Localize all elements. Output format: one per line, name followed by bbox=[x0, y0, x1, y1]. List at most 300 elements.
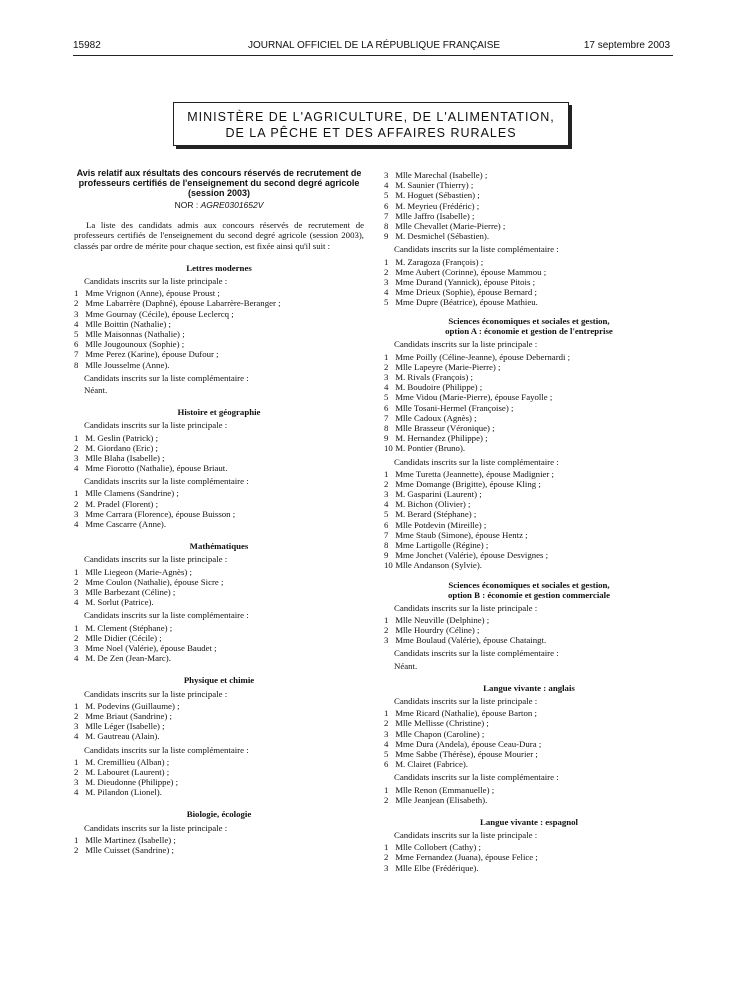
candidate-entry bbox=[384, 352, 674, 362]
issue-date: 17 septembre 2003 bbox=[583, 40, 670, 51]
candidate-name: Mme Drieux (Sophie), épouse Bernard ; bbox=[395, 287, 537, 298]
rank-number: 4 bbox=[74, 597, 79, 608]
rank-number: 3 bbox=[74, 308, 79, 319]
candidate-entry bbox=[74, 360, 364, 370]
candidate-name: Mlle Maisonnas (Nathalie) ; bbox=[85, 328, 185, 339]
candidate-name: Mme Fernandez (Juana), épouse Felice ; bbox=[395, 852, 538, 863]
candidate-entry bbox=[74, 633, 364, 643]
candidate-entry bbox=[74, 329, 364, 339]
candidate-name: Mlle Chevallet (Marie-Pierre) ; bbox=[395, 220, 506, 231]
rank-number: 3 bbox=[74, 587, 79, 598]
candidate-entry bbox=[74, 711, 364, 721]
candidate-name: Mme Vrignon (Anne), épouse Proust ; bbox=[85, 288, 220, 299]
candidate-name: Mme Labarrère (Daphné), épouse Labarrère-Beranger ; bbox=[85, 298, 281, 309]
candidate-entry bbox=[384, 520, 674, 530]
rank-number: 2 bbox=[74, 766, 79, 777]
rank-number: 4 bbox=[384, 287, 389, 298]
rank-number: 8 bbox=[74, 359, 79, 370]
rank-number: 8 bbox=[384, 220, 389, 231]
candidate-name: M. Berard (Stéphane) ; bbox=[395, 509, 477, 520]
candidate-name: Mlle Jougounoux (Sophie) ; bbox=[85, 339, 185, 350]
candidate-name: Mlle Mellisse (Christine) ; bbox=[395, 718, 489, 729]
rank-number: 1 bbox=[384, 784, 389, 795]
rank-number: 8 bbox=[384, 540, 389, 551]
rank-number: 3 bbox=[384, 728, 389, 739]
journal-title: JOURNAL OFFICIEL DE LA RÉPUBLIQUE FRANÇAISE bbox=[247, 40, 501, 51]
candidate-entry bbox=[384, 170, 674, 180]
rank-number: 1 bbox=[74, 622, 79, 633]
candidate-list bbox=[74, 623, 364, 664]
candidate-name: Mme Coulon (Nathalie), épouse Sicre ; bbox=[85, 576, 224, 587]
candidate-entry bbox=[384, 540, 674, 550]
candidate-entry bbox=[384, 615, 674, 625]
candidate-name: M. Podevins (Guillaume) ; bbox=[85, 700, 180, 711]
section-title: Langue vivante : espagnol bbox=[480, 816, 578, 827]
list-heading: Candidats inscrits sur la liste principale : bbox=[84, 420, 228, 431]
candidate-name: M. Rivals (François) ; bbox=[395, 372, 473, 383]
candidate-name: M. Pontier (Bruno). bbox=[395, 443, 466, 454]
candidate-entry bbox=[384, 708, 674, 718]
rank-number: 1 bbox=[74, 488, 79, 499]
candidate-entry bbox=[384, 287, 674, 297]
section-title: Physique et chimie bbox=[183, 675, 255, 686]
list-heading: Candidats inscrits sur la liste complémentaire : bbox=[394, 772, 559, 783]
rank-number: 1 bbox=[384, 614, 389, 625]
candidate-entry bbox=[74, 845, 364, 855]
rank-number: 4 bbox=[384, 499, 389, 510]
candidate-name: Mme Domange (Brigitte), épouse Kling ; bbox=[395, 478, 541, 489]
candidate-entry bbox=[384, 499, 674, 509]
rank-number: 3 bbox=[74, 721, 79, 732]
section-title: Biologie, écologie bbox=[186, 809, 252, 820]
candidate-name: Mlle Renon (Emmanuelle) ; bbox=[395, 784, 495, 795]
candidate-entry bbox=[384, 211, 674, 221]
candidate-name: M. Dieudonne (Philippe) ; bbox=[85, 777, 179, 788]
candidate-entry bbox=[74, 519, 364, 529]
rank-number: 2 bbox=[74, 576, 79, 587]
rank-number: 2 bbox=[74, 632, 79, 643]
candidate-entry bbox=[74, 499, 364, 509]
candidate-name: Mme Carrara (Florence), épouse Buisson ; bbox=[85, 508, 236, 519]
candidate-list bbox=[74, 757, 364, 798]
candidate-entry bbox=[74, 339, 364, 349]
candidate-name: M. Pradel (Florent) ; bbox=[85, 498, 159, 509]
candidate-entry bbox=[384, 190, 674, 200]
rank-number: 3 bbox=[74, 642, 79, 653]
section-title-line: Sciences économiques et sociales et gestion, bbox=[448, 316, 610, 327]
nor-label: NOR : bbox=[174, 200, 199, 210]
candidate-list bbox=[384, 842, 674, 873]
list-heading: Candidats inscrits sur la liste complémentaire : bbox=[84, 610, 249, 621]
section-title: Langue vivante : anglais bbox=[483, 682, 575, 693]
candidate-entry bbox=[384, 795, 674, 805]
rank-number: 1 bbox=[74, 834, 79, 845]
rank-number: 1 bbox=[74, 700, 79, 711]
rank-number: 4 bbox=[384, 738, 389, 749]
candidate-entry bbox=[384, 221, 674, 231]
rank-number: 10 bbox=[384, 443, 393, 454]
rank-number: 9 bbox=[384, 433, 389, 444]
rank-number: 9 bbox=[384, 550, 389, 561]
intro-paragraph: La liste des candidats admis aux concours réservés de recrutement de professeurs certifiés de l'enseignement du second degré agricole (session 2003), classés par ordre de mérite pour chaque section, est fixée ainsi qu'il suit : bbox=[74, 220, 364, 251]
candidate-name: Mlle Barbezant (Céline) ; bbox=[85, 587, 176, 598]
right-column bbox=[384, 170, 674, 873]
candidate-entry bbox=[384, 852, 674, 862]
rank-number: 3 bbox=[384, 862, 389, 873]
candidate-name: M. Geslin (Patrick) ; bbox=[85, 432, 159, 443]
candidate-list bbox=[74, 288, 364, 370]
empty-list-note: Néant. bbox=[84, 384, 108, 395]
candidate-name: Mlle Jaffro (Isabelle) ; bbox=[395, 210, 475, 221]
rank-number: 5 bbox=[384, 509, 389, 520]
rank-number: 1 bbox=[74, 566, 79, 577]
rank-number: 7 bbox=[384, 529, 389, 540]
candidate-name: Mme Aubert (Corinne), épouse Mammou ; bbox=[395, 266, 547, 277]
rank-number: 4 bbox=[74, 787, 79, 798]
candidate-name: Mlle Hourdry (Céline) ; bbox=[395, 625, 480, 635]
rank-number: 6 bbox=[384, 519, 389, 530]
candidate-entry bbox=[74, 509, 364, 519]
section-title: Lettres modernes bbox=[186, 262, 252, 273]
candidate-name: Mme Ricard (Nathalie), épouse Barton ; bbox=[395, 708, 537, 719]
candidate-name: M. Giordano (Eric) ; bbox=[85, 442, 159, 453]
candidate-name: Mlle Léger (Isabelle) ; bbox=[85, 721, 165, 732]
candidate-list bbox=[74, 567, 364, 608]
candidate-name: Mme Staub (Simone), épouse Hentz ; bbox=[395, 529, 528, 540]
list-heading: Candidats inscrits sur la liste principale : bbox=[84, 554, 228, 565]
candidate-entry bbox=[74, 701, 364, 711]
section-title-line: option B : économie et gestion commerciale bbox=[447, 589, 611, 600]
rank-number: 1 bbox=[384, 708, 389, 719]
candidate-entry bbox=[384, 372, 674, 382]
candidate-entry bbox=[74, 298, 364, 308]
rank-number: 8 bbox=[384, 422, 389, 433]
list-heading: Candidats inscrits sur la liste complémentaire : bbox=[84, 372, 249, 383]
candidate-list bbox=[74, 433, 364, 474]
candidate-entry bbox=[74, 777, 364, 787]
ministry-line-2: DE LA PÊCHE ET DES AFFAIRES RURALES bbox=[225, 126, 517, 140]
rank-number: 7 bbox=[384, 412, 389, 423]
nor-code: AGRE0301652V bbox=[200, 200, 264, 210]
candidate-name: Mlle Tosani-Hermel (Françoise) ; bbox=[395, 402, 514, 413]
rank-number: 2 bbox=[384, 794, 389, 805]
candidate-name: M. Hoguet (Sébastien) ; bbox=[395, 190, 480, 201]
candidate-entry bbox=[384, 257, 674, 267]
candidate-entry bbox=[384, 392, 674, 402]
candidate-entry bbox=[384, 749, 674, 759]
rank-number: 4 bbox=[384, 382, 389, 393]
candidate-name: Mme Gournay (Cécile), épouse Leclercq ; bbox=[85, 308, 234, 319]
rank-number: 5 bbox=[384, 190, 389, 201]
candidate-entry bbox=[74, 453, 364, 463]
candidate-name: Mlle Elbe (Frédérique). bbox=[395, 862, 479, 873]
candidate-entry bbox=[74, 767, 364, 777]
rank-number: 1 bbox=[74, 756, 79, 767]
candidate-name: Mlle Lapeyre (Marie-Pierre) ; bbox=[395, 361, 501, 372]
candidate-name: Mme Turetta (Jeannette), épouse Madignier ; bbox=[395, 468, 554, 479]
rank-number: 3 bbox=[384, 372, 389, 383]
candidate-name: Mlle Cuisset (Sandrine) ; bbox=[85, 845, 174, 856]
candidate-name: Mlle Brasseur (Véronique) ; bbox=[395, 422, 495, 433]
candidate-entry bbox=[74, 488, 364, 498]
candidate-entry bbox=[74, 288, 364, 298]
left-column bbox=[74, 168, 364, 855]
section-title: Mathématiques bbox=[189, 541, 249, 552]
candidate-list bbox=[384, 257, 674, 308]
candidate-name: Mlle Chapon (Caroline) ; bbox=[395, 728, 485, 739]
candidate-name: M. Sorlut (Patrice). bbox=[85, 597, 154, 608]
candidate-name: Mlle Didier (Cécile) ; bbox=[85, 632, 162, 643]
rank-number: 5 bbox=[384, 297, 389, 308]
candidate-entry bbox=[384, 362, 674, 372]
avis-title: Avis relatif aux résultats des concours réservés de recrutement de professeurs certifiés de l'enseignement du second degré agricole (session 2003) bbox=[76, 168, 362, 198]
candidate-entry bbox=[74, 597, 364, 607]
rank-number: 7 bbox=[384, 210, 389, 221]
rank-number: 3 bbox=[384, 170, 389, 180]
candidate-name: Mme Dupre (Béatrice), épouse Mathieu. bbox=[395, 297, 538, 308]
rank-number: 1 bbox=[74, 432, 79, 443]
candidate-name: Mme Dura (Andela), épouse Ceau-Dura ; bbox=[395, 738, 542, 749]
candidate-name: Mme Cascarre (Anne). bbox=[85, 519, 167, 530]
candidate-entry bbox=[384, 842, 674, 852]
candidate-name: M. Clement (Stéphane) ; bbox=[85, 622, 173, 633]
candidate-entry bbox=[384, 550, 674, 560]
candidate-entry bbox=[384, 863, 674, 873]
candidate-name: M. De Zen (Jean-Marc). bbox=[85, 653, 171, 664]
nor-reference bbox=[74, 200, 364, 210]
candidate-entry bbox=[74, 443, 364, 453]
candidate-name: Mlle Clamens (Sandrine) ; bbox=[85, 488, 179, 499]
candidate-entry bbox=[74, 731, 364, 741]
rank-number: 5 bbox=[384, 748, 389, 759]
candidate-name: M. Zaragoza (François) ; bbox=[395, 256, 484, 267]
candidate-entry bbox=[384, 180, 674, 190]
rank-number: 10 bbox=[384, 560, 393, 571]
list-heading: Candidats inscrits sur la liste complémentaire : bbox=[394, 648, 559, 659]
candidate-entry bbox=[74, 349, 364, 359]
rank-number: 3 bbox=[384, 635, 389, 646]
list-heading: Candidats inscrits sur la liste principale : bbox=[394, 602, 538, 613]
candidate-entry bbox=[384, 231, 674, 241]
candidate-name: Mlle Collobert (Cathy) ; bbox=[395, 842, 481, 853]
running-header bbox=[0, 40, 748, 54]
rank-number: 2 bbox=[74, 442, 79, 453]
candidate-entry bbox=[74, 721, 364, 731]
rank-number: 3 bbox=[384, 489, 389, 500]
candidate-entry bbox=[384, 382, 674, 392]
rank-number: 2 bbox=[74, 845, 79, 856]
candidate-name: M. Desmichel (Sébastien). bbox=[395, 231, 490, 242]
candidate-name: Mme Durand (Yannick), épouse Pitois ; bbox=[395, 276, 536, 287]
section-title-line: option A : économie et gestion de l'entreprise bbox=[445, 326, 613, 337]
candidate-name: M. Saunier (Thierry) ; bbox=[395, 180, 474, 191]
rank-number: 1 bbox=[384, 351, 389, 362]
candidate-entry bbox=[384, 509, 674, 519]
candidate-entry bbox=[74, 577, 364, 587]
candidate-entry bbox=[384, 635, 674, 645]
rank-number: 5 bbox=[384, 392, 389, 403]
candidate-name: M. Gasparini (Laurent) ; bbox=[395, 489, 482, 500]
candidate-name: M. Hernandez (Philippe) ; bbox=[395, 433, 488, 444]
candidate-entry bbox=[74, 643, 364, 653]
candidate-list bbox=[74, 701, 364, 742]
page-number: 15982 bbox=[73, 40, 101, 51]
candidate-entry bbox=[74, 463, 364, 473]
rank-number: 1 bbox=[384, 842, 389, 853]
candidate-list bbox=[74, 488, 364, 529]
list-heading: Candidats inscrits sur la liste principale : bbox=[84, 276, 228, 287]
candidate-entry bbox=[384, 625, 674, 635]
candidate-name: Mlle Cadoux (Agnès) ; bbox=[395, 412, 477, 423]
candidate-entry bbox=[74, 309, 364, 319]
rank-number: 6 bbox=[384, 200, 389, 211]
candidate-name: M. Boudoire (Philippe) ; bbox=[395, 382, 483, 393]
candidate-list bbox=[384, 352, 674, 454]
candidate-entry bbox=[384, 759, 674, 769]
candidate-entry bbox=[74, 567, 364, 577]
rank-number: 3 bbox=[384, 276, 389, 287]
candidate-name: Mlle Neuville (Delphine) ; bbox=[395, 614, 490, 625]
rank-number: 3 bbox=[74, 452, 79, 463]
list-heading: Candidats inscrits sur la liste principale : bbox=[84, 822, 228, 833]
candidate-entry bbox=[384, 267, 674, 277]
candidate-name: Mme Fiorotto (Nathalie), épouse Briaut. bbox=[85, 463, 228, 474]
ministry-box bbox=[173, 102, 569, 146]
candidate-entry bbox=[384, 403, 674, 413]
rank-number: 4 bbox=[384, 180, 389, 191]
rank-number: 6 bbox=[74, 339, 79, 350]
candidate-name: M. Clairet (Fabrice). bbox=[395, 759, 468, 770]
rank-number: 2 bbox=[384, 478, 389, 489]
rank-number: 2 bbox=[74, 298, 79, 309]
candidate-entry bbox=[384, 739, 674, 749]
candidate-name: Mme Briaut (Sandrine) ; bbox=[85, 710, 172, 721]
list-heading: Candidats inscrits sur la liste principale : bbox=[394, 339, 538, 350]
candidate-list bbox=[384, 469, 674, 571]
candidate-entry bbox=[74, 653, 364, 663]
candidate-name: Mlle Boittin (Nathalie) ; bbox=[85, 318, 171, 329]
candidate-name: Mme Boulaud (Valérie), épouse Chataingt. bbox=[395, 635, 547, 646]
candidate-name: Mme Noel (Valérie), épouse Baudet ; bbox=[85, 642, 217, 653]
candidate-list bbox=[384, 615, 674, 646]
candidate-entry bbox=[384, 201, 674, 211]
candidate-name: M. Bichon (Olivier) ; bbox=[395, 499, 471, 510]
rank-number: 3 bbox=[74, 777, 79, 788]
rank-number: 4 bbox=[74, 731, 79, 742]
candidate-name: Mlle Marechal (Isabelle) ; bbox=[395, 170, 488, 180]
candidate-entry bbox=[74, 757, 364, 767]
rank-number: 7 bbox=[74, 349, 79, 360]
candidate-entry bbox=[384, 479, 674, 489]
rank-number: 6 bbox=[384, 402, 389, 413]
candidate-list bbox=[384, 170, 674, 241]
candidate-list bbox=[384, 785, 674, 805]
candidate-entry bbox=[384, 413, 674, 423]
candidate-entry bbox=[384, 443, 674, 453]
rank-number: 4 bbox=[74, 653, 79, 664]
list-heading: Candidats inscrits sur la liste principale : bbox=[394, 830, 538, 841]
candidate-entry bbox=[74, 787, 364, 797]
candidate-name: M. Pilandon (Lionel). bbox=[85, 787, 162, 798]
candidate-entry bbox=[384, 729, 674, 739]
candidate-name: M. Cremillieu (Alban) ; bbox=[85, 756, 170, 767]
candidate-name: Mlle Blaha (Isabelle) ; bbox=[85, 452, 165, 463]
rank-number: 4 bbox=[74, 519, 79, 530]
candidate-entry bbox=[384, 785, 674, 795]
section-title bbox=[384, 580, 674, 600]
list-heading: Candidats inscrits sur la liste principale : bbox=[394, 695, 538, 706]
candidate-name: Mme Sabbe (Thérèse), épouse Mourier ; bbox=[395, 748, 538, 759]
candidate-name: Mlle Andanson (Sylvie). bbox=[395, 560, 482, 571]
candidate-entry bbox=[384, 718, 674, 728]
list-heading: Candidats inscrits sur la liste complémentaire : bbox=[84, 476, 249, 487]
rank-number: 2 bbox=[384, 718, 389, 729]
section-title-line: Sciences économiques et sociales et gestion, bbox=[448, 579, 610, 590]
candidate-name: Mme Lartigolle (Régine) ; bbox=[395, 540, 489, 551]
candidate-name: Mme Vidou (Marie-Pierre), épouse Fayolle ; bbox=[395, 392, 553, 403]
candidate-name: M. Labouret (Laurent) ; bbox=[85, 766, 170, 777]
candidate-list bbox=[74, 835, 364, 855]
candidate-entry bbox=[74, 319, 364, 329]
candidate-name: Mme Perez (Karine), épouse Dufour ; bbox=[85, 349, 219, 360]
candidate-name: Mlle Potdevin (Mireille) ; bbox=[395, 519, 487, 530]
candidate-name: Mlle Liegeon (Marie-Agnès) ; bbox=[85, 566, 192, 577]
rank-number: 3 bbox=[74, 508, 79, 519]
empty-list-note: Néant. bbox=[394, 660, 418, 671]
rank-number: 4 bbox=[74, 463, 79, 474]
list-heading: Candidats inscrits sur la liste complémentaire : bbox=[84, 744, 249, 755]
candidate-name: M. Gautreau (Alain). bbox=[85, 731, 160, 742]
rank-number: 2 bbox=[74, 710, 79, 721]
candidate-entry bbox=[384, 489, 674, 499]
header-rule bbox=[73, 55, 673, 56]
rank-number: 1 bbox=[384, 468, 389, 479]
section-title: Histoire et géographie bbox=[177, 407, 261, 418]
candidate-name: Mlle Jeanjean (Elisabeth). bbox=[395, 794, 488, 805]
rank-number: 2 bbox=[384, 361, 389, 372]
rank-number: 2 bbox=[384, 625, 389, 635]
rank-number: 4 bbox=[74, 318, 79, 329]
candidate-name: Mlle Martinez (Isabelle) ; bbox=[85, 834, 176, 845]
ministry-line-1: MINISTÈRE DE L'AGRICULTURE, DE L'ALIMENTATION, bbox=[187, 110, 555, 124]
rank-number: 2 bbox=[384, 852, 389, 863]
candidate-entry bbox=[384, 297, 674, 307]
candidate-entry bbox=[384, 530, 674, 540]
candidate-entry bbox=[384, 469, 674, 479]
rank-number: 1 bbox=[384, 256, 389, 267]
list-heading: Candidats inscrits sur la liste complémentaire : bbox=[394, 456, 559, 467]
candidate-entry bbox=[74, 587, 364, 597]
rank-number: 1 bbox=[74, 288, 79, 299]
rank-number: 9 bbox=[384, 231, 389, 242]
rank-number: 5 bbox=[74, 328, 79, 339]
candidate-entry bbox=[74, 433, 364, 443]
candidate-entry bbox=[74, 623, 364, 633]
rank-number: 2 bbox=[74, 498, 79, 509]
candidate-list bbox=[384, 708, 674, 769]
candidate-entry bbox=[384, 277, 674, 287]
rank-number: 2 bbox=[384, 266, 389, 277]
candidate-name: M. Meyrieu (Frédéric) ; bbox=[395, 200, 480, 211]
candidate-entry bbox=[384, 433, 674, 443]
list-heading: Candidats inscrits sur la liste principale : bbox=[84, 688, 228, 699]
rank-number: 6 bbox=[384, 759, 389, 770]
candidate-name: Mme Jonchet (Valérie), épouse Desvignes ; bbox=[395, 550, 549, 561]
candidate-entry bbox=[384, 423, 674, 433]
candidate-name: Mme Poilly (Céline-Jeanne), épouse Debernardi ; bbox=[395, 351, 571, 362]
list-heading: Candidats inscrits sur la liste complémentaire : bbox=[394, 244, 559, 255]
candidate-entry bbox=[74, 835, 364, 845]
